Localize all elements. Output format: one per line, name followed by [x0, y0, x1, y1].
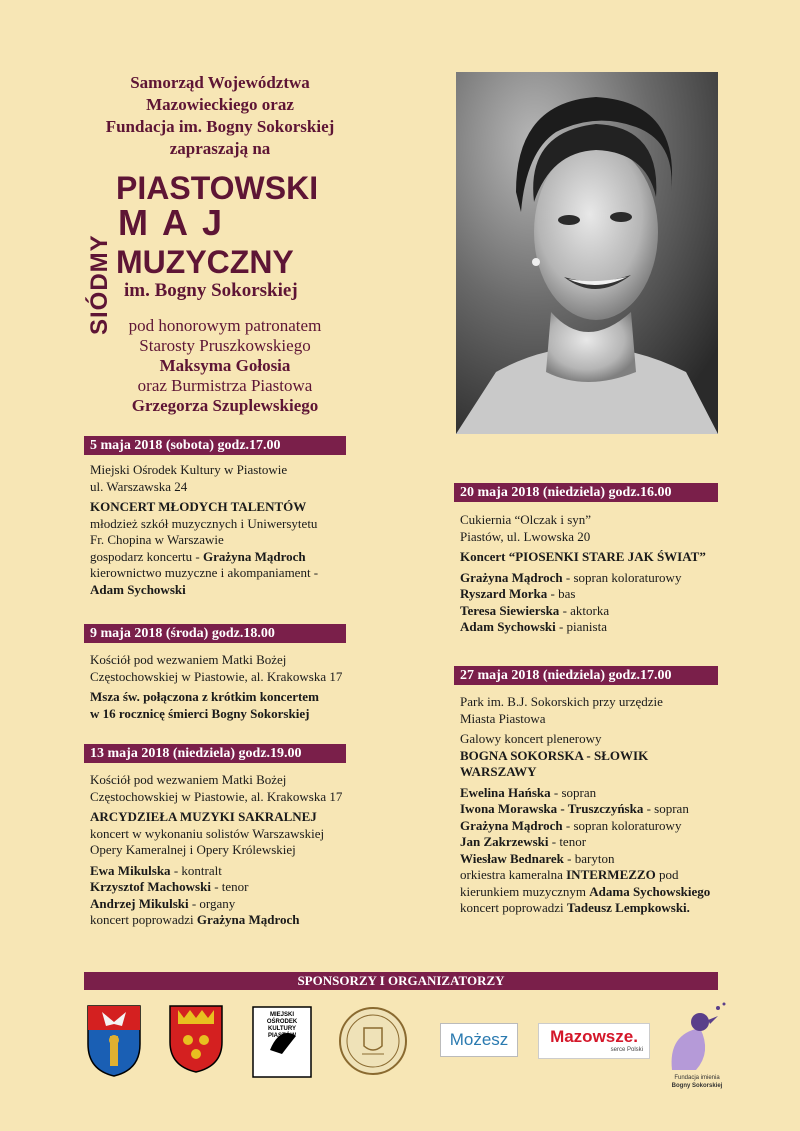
performer-name: Ewa Mikulska	[90, 862, 171, 878]
event-venue: Kościół pod wezwaniem Matki Bożej	[90, 772, 287, 787]
event-address: Częstochowskiej w Piastowie, al. Krakowska 17	[90, 668, 343, 684]
sponsors-heading: SPONSORZY I ORGANIZATORZY	[84, 972, 718, 990]
performer	[90, 879, 342, 896]
performer	[460, 570, 706, 587]
performer-role: - tenor	[210, 879, 249, 894]
mazowsze-logo	[538, 1023, 650, 1059]
mozesz-logo-text: Możesz	[449, 1030, 509, 1049]
event-description: młodzież szkół muzycznych i Uniwersytetu	[90, 515, 318, 531]
performer-role: - pianista	[555, 619, 607, 634]
coat-of-arms-piastow-icon	[168, 1004, 224, 1079]
performer-role: - sopran	[550, 784, 597, 800]
performer-role: - sopran koloraturowy	[562, 817, 682, 833]
event-description: Galowy koncert plenerowy	[460, 731, 602, 746]
orchestra-label: orkiestra kameralna	[460, 867, 567, 882]
performer-role: - sopran koloraturowy	[562, 569, 682, 585]
event-date-bar: 20 maja 2018 (niedziela) godz.16.00	[454, 483, 718, 502]
event-3-details	[90, 772, 342, 929]
coat-of-arms-eagle-icon	[86, 1004, 142, 1083]
performer-role: - aktorka	[559, 602, 610, 618]
patronage-line: pod honorowym patronatem	[128, 316, 322, 335]
music-direction	[460, 884, 710, 901]
performer-name: Grażyna Mądroch	[460, 817, 563, 833]
event-host	[90, 549, 318, 566]
event-title: w 16 rocznicę śmierci Bogny Sokorskiej	[90, 705, 310, 721]
event-date-bar: 9 maja 2018 (środa) godz.18.00	[84, 624, 346, 643]
fundacja-logo	[662, 1000, 732, 1096]
performer-name: Teresa Siewierska	[460, 602, 560, 618]
event-venue: Miejski Ośrodek Kultury w Piastowie	[90, 462, 288, 477]
event-title: BOGNA SOKORSKA - SŁOWIK	[460, 747, 649, 763]
event-address: ul. Warszawska 24	[90, 478, 188, 494]
event-venue: Park im. B.J. Sokorskich przy urzędzie	[460, 694, 663, 709]
org-line: Samorząd Województwa	[130, 73, 310, 92]
music-director-name: Adam Sychowski	[90, 581, 186, 597]
performer-role: - sopran	[643, 801, 689, 816]
performer	[460, 818, 710, 835]
orchestra-suffix: pod	[655, 867, 679, 882]
event-venue: Kościół pod wezwaniem Matki Bożej	[90, 652, 287, 667]
title-line-muzyczny: MUZYCZNY	[116, 244, 294, 280]
event-date-bar: 13 maja 2018 (niedziela) godz.19.00	[84, 744, 346, 763]
performer-name: Wiesław Bednarek	[460, 850, 564, 866]
title-line-patron: im. Bogny Sokorskiej	[124, 280, 298, 301]
organizers-heading	[70, 72, 370, 160]
title-line-piastowski: PIASTOWSKI	[116, 170, 319, 206]
performer-role: - organy	[188, 895, 236, 911]
performer	[460, 619, 706, 636]
performer-name: Adam Sychowski	[460, 619, 556, 634]
host-label: koncert poprowadzi	[90, 912, 197, 927]
host-name: Tadeusz Lempkowski.	[566, 900, 690, 915]
performer	[460, 603, 706, 620]
org-line: Fundacja im. Bogny Sokorskiej	[105, 117, 335, 136]
mozesz-logo	[440, 1023, 518, 1057]
performer-name: Ewelina Hańska	[460, 784, 551, 800]
music-direction-label: kierunkiem muzycznym	[460, 883, 590, 899]
event-venue: Cukiernia “Olczak i syn”	[460, 512, 592, 527]
mok-logo-text: MIEJSKI OŚRODEK KULTURY PIASTÓW	[266, 1012, 298, 1039]
orchestra-name: INTERMEZZO	[566, 867, 656, 882]
event-date-bar: 27 maja 2018 (niedziela) godz.17.00	[454, 666, 718, 685]
performer	[90, 896, 342, 913]
performer-name: Grażyna Mądroch	[460, 569, 563, 585]
event-host	[90, 912, 342, 929]
performer-role: - tenor	[548, 834, 587, 849]
performer-name: Krzysztof Machowski	[90, 879, 211, 894]
event-address: Częstochowskiej w Piastowie, al. Krakowska 17	[90, 788, 343, 804]
music-director-name: Adama Sychowskiego	[589, 883, 711, 899]
event-1-details	[90, 462, 318, 598]
performer-name: Iwona Morawska - Truszczyńska	[460, 801, 644, 816]
mazowsze-logo-text: Mazowsze.	[550, 1027, 638, 1046]
title-line-maj: MAJ	[118, 202, 237, 243]
olczak-seal-logo	[338, 1006, 408, 1081]
host-label: gospodarz koncertu -	[90, 548, 203, 564]
event-description: Fr. Chopina w Warszawie	[90, 532, 224, 547]
event-2-details	[90, 652, 342, 722]
event-address: Piastów, ul. Lwowska 20	[460, 528, 591, 544]
event-date-bar: 5 maja 2018 (sobota) godz.17.00	[84, 436, 346, 455]
performer	[460, 785, 710, 802]
org-line: zapraszają na	[169, 139, 271, 158]
performer	[460, 834, 710, 851]
event-title: Msza św. połączona z krótkim koncertem	[90, 689, 319, 704]
host-name: Grażyna Mądroch	[196, 912, 300, 927]
patronage-line: oraz Burmistrza Piastowa	[137, 376, 313, 395]
mazowsze-tagline: serce Polski	[610, 1047, 643, 1053]
mok-piastow-logo	[252, 1006, 312, 1083]
performer-name: Ryszard Morka	[460, 586, 548, 601]
host-name: Grażyna Mądroch	[203, 548, 306, 564]
event-title: WARSZAWY	[460, 764, 537, 779]
event-music-director: kierownictwo muzyczne i akompaniament -	[90, 565, 319, 580]
event-host	[460, 900, 710, 917]
performer	[90, 863, 342, 880]
performer-name: Andrzej Mikulski	[90, 895, 189, 911]
event-title: ARCYDZIEŁA MUZYKI SAKRALNEJ	[90, 809, 317, 824]
performer	[460, 801, 710, 818]
org-line: Mazowieckiego oraz	[146, 95, 294, 114]
fundacja-logo-text1: Fundacja imienia	[674, 1075, 720, 1081]
patronage-line: Starosty Pruszkowskiego	[139, 336, 311, 355]
fundacja-logo-text2: Bogny Sokorskiej	[671, 1083, 723, 1089]
performer-role: - kontralt	[170, 862, 222, 878]
performer	[460, 851, 710, 868]
title-prefix: Koncert	[460, 549, 509, 564]
event-title: KONCERT MŁODYCH TALENTÓW	[90, 499, 307, 514]
title-vertical-word: SIÓDMY	[86, 234, 113, 335]
patronage-name: Maksyma Gołosia	[159, 356, 291, 375]
performer-name: Jan Zakrzewski	[460, 834, 549, 849]
performer	[460, 586, 706, 603]
event-address: Miasta Piastowa	[460, 710, 546, 726]
portrait-illustration	[456, 72, 718, 434]
event-5-details	[460, 694, 710, 917]
event-description: koncert w wykonaniu solistów Warszawskiej	[90, 825, 325, 841]
event-title	[460, 549, 706, 566]
title-text: “PIOSENKI STARE JAK ŚWIAT”	[508, 549, 706, 564]
patronage-block	[80, 316, 370, 416]
portrait-photo	[456, 72, 718, 434]
patronage-name: Grzegorza Szuplewskiego	[131, 396, 319, 415]
orchestra	[460, 867, 710, 884]
host-label: koncert poprowadzi	[460, 900, 567, 915]
event-4-details	[460, 512, 706, 636]
event-description: Opery Kameralnej i Opery Królewskiej	[90, 842, 296, 857]
performer-role: - bas	[547, 586, 576, 601]
performer-role: - baryton	[563, 850, 615, 866]
